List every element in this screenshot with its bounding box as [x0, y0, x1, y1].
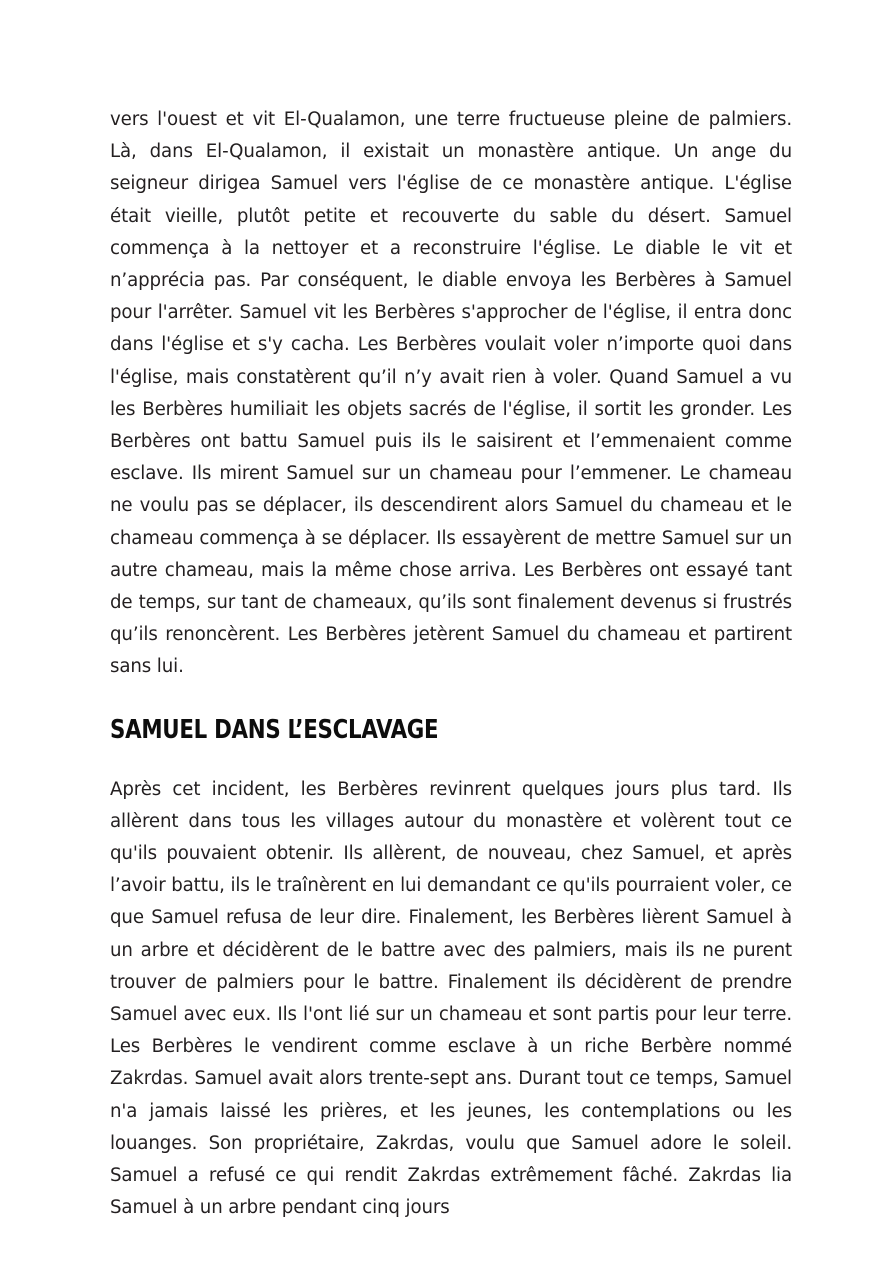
section-heading-esclavage: SAMUEL DANS L’ESCLAVAGE: [110, 714, 439, 745]
paragraph-esclavage: Après cet incident, les Berbères revinrent quelques jours plus tard. Ils allèrent dans tous les villages autour du monastère et volèrent tout ce qu'ils pouvaient obtenir. Ils allèrent, de nouveau, chez Samuel, et après l’avoir battu, ils le traînèrent en lui demandant ce qu'ils pourraient voler, ce que Samuel refusa de leur dire. Finalement, les Berbères lièrent Samuel à un arbre et décidèrent de le battre avec des palmiers, mais ils ne purent trouver de palmiers pour le battre. Finalement ils décidèrent de prendre Samuel avec eux. Ils l'ont lié sur un chameau et sont partis pour leur terre. Les Berbères le vendirent comme esclave à un riche Berbère nommé Zakrdas. Samuel avait alors trente-sept ans. Durant tout ce temps, Samuel n'a jamais laissé les prières, et les jeunes, les contemplations ou les louanges. Son propriétaire, Zakrdas, voulu que Samuel adore le soleil. Samuel a refusé ce qui rendit Zakrdas extrêmement fâché. Zakrdas lia Samuel à un arbre pendant cinq jours: [110, 778, 792, 1219]
heading-bottom-spacer: [110, 745, 792, 774]
heading-top-spacer: [110, 684, 792, 715]
document-text-column: [110, 104, 792, 1225]
paragraph-el-qualamon: vers l'ouest et vit El-Qualamon, une terre fructueuse pleine de palmiers. Là, dans El-Qualamon, il existait un monastère antique. Un ange du seigneur dirigea Samuel vers l'église de ce monastère antique. L'église était vieille, plutôt petite et recouverte du sable du désert. Samuel commença à la nettoyer et a reconstruire l'église. Le diable le vit et n’apprécia pas. Par conséquent, le diable envoya les Berbères à Samuel pour l'arrêter. Samuel vit les Berbères s'approcher de l'église, il entra donc dans l'église et s'y cacha. Les Berbères voulait voler n’importe quoi dans l'église, mais constatèrent qu’il n’y avait rien à voler. Quand Samuel a vu les Berbères humiliait les objets sacrés de l'église, il sortit les gronder. Les Berbères ont battu Samuel puis ils le saisirent et l’emmenaient comme esclave. Ils mirent Samuel sur un chameau pour l’emmener. Le chameau ne voulu pas se déplacer, ils descendirent alors Samuel du chameau et le chameau commença à se déplacer. Ils essayèrent de mettre Samuel sur un autre chameau, mais la même chose arriva. Les Berbères ont essayé tant de temps, sur tant de chameaux, qu’ils sont finalement devenus si frustrés qu’ils renoncèrent. Les Berbères jetèrent Samuel du chameau et partirent sans lui.: [110, 109, 792, 678]
